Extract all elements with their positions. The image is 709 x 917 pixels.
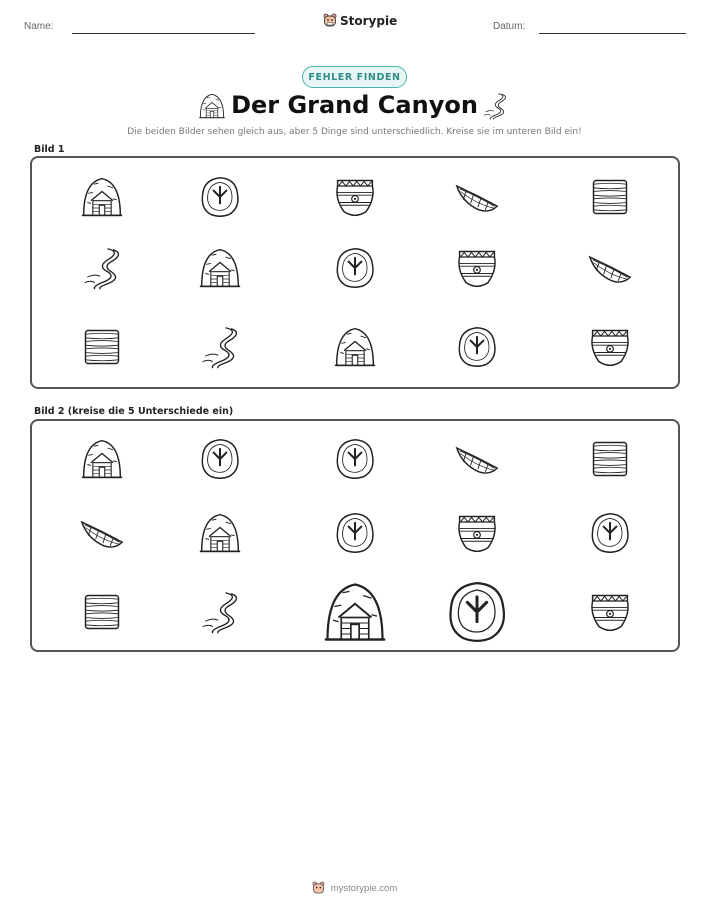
rock-layers-icon bbox=[80, 590, 124, 634]
brand-name: Storypie bbox=[340, 13, 398, 28]
picture-2-cell-r1c1[interactable] bbox=[80, 437, 124, 481]
footprint-rock-icon bbox=[444, 579, 510, 645]
panel-2-label: Bild 2 (kreise die 5 Unterschiede ein) bbox=[34, 406, 234, 417]
name-label: Name: bbox=[24, 21, 54, 32]
river-icon bbox=[80, 246, 124, 290]
pottery-icon bbox=[588, 325, 632, 369]
page-title: Der Grand Canyon bbox=[231, 91, 478, 119]
footprint-rock-icon bbox=[455, 325, 499, 369]
picture-1-cell-r2c1 bbox=[80, 246, 124, 290]
canyon-hut-icon bbox=[198, 511, 242, 555]
river-icon bbox=[198, 590, 242, 634]
canoe-icon bbox=[455, 175, 499, 219]
canoe-icon bbox=[455, 437, 499, 481]
picture-1-cell-r2c4 bbox=[455, 246, 499, 290]
rock-layers-icon bbox=[588, 437, 632, 481]
picture-2-cell-r3c4[interactable] bbox=[444, 579, 510, 645]
canyon-hut-icon bbox=[198, 246, 242, 290]
rock-layers-icon bbox=[588, 175, 632, 219]
picture-2-cell-r3c3[interactable] bbox=[322, 579, 388, 645]
picture-2-cell-r2c5[interactable] bbox=[588, 511, 632, 555]
storypie-mascot-icon bbox=[312, 881, 325, 895]
panel-1-label: Bild 1 bbox=[34, 144, 65, 155]
picture-2-cell-r1c4[interactable] bbox=[455, 437, 499, 481]
picture-2-cell-r2c3[interactable] bbox=[333, 511, 377, 555]
picture-2-cell-r1c3[interactable] bbox=[333, 437, 377, 481]
canyon-hut-icon bbox=[80, 437, 124, 481]
name-line[interactable] bbox=[72, 33, 255, 34]
picture-1-cell-r3c5 bbox=[588, 325, 632, 369]
pottery-icon bbox=[455, 246, 499, 290]
picture-2-cell-r2c1[interactable] bbox=[80, 511, 124, 555]
picture-2-cell-r3c5[interactable] bbox=[588, 590, 632, 634]
pottery-icon bbox=[333, 175, 377, 219]
pottery-icon bbox=[455, 511, 499, 555]
footprint-rock-icon bbox=[588, 511, 632, 555]
picture-2-cell-r3c1[interactable] bbox=[80, 590, 124, 634]
canyon-hut-icon bbox=[322, 579, 388, 645]
picture-1-cell-r3c3 bbox=[333, 325, 377, 369]
picture-1-cell-r1c1 bbox=[80, 175, 124, 219]
storypie-mascot-icon bbox=[323, 13, 337, 28]
picture-2-cell-r2c2[interactable] bbox=[198, 511, 242, 555]
river-icon bbox=[481, 92, 509, 120]
footer-url: mystorypie.com bbox=[330, 882, 398, 894]
footprint-rock-icon bbox=[198, 175, 242, 219]
footprint-rock-icon bbox=[333, 437, 377, 481]
canyon-hut-icon bbox=[80, 175, 124, 219]
picture-1-cell-r1c3 bbox=[333, 175, 377, 219]
picture-2-cell-r3c2[interactable] bbox=[198, 590, 242, 634]
date-label: Datum: bbox=[493, 21, 526, 32]
river-icon bbox=[198, 325, 242, 369]
picture-1-cell-r1c5 bbox=[588, 175, 632, 219]
storypie-logo bbox=[323, 13, 397, 28]
date-line[interactable] bbox=[539, 33, 686, 34]
instructions: Die beiden Bilder sehen gleich aus, aber 5 Dinge sind unterschiedlich. Kreise sie im unteren Bild ein! bbox=[127, 127, 582, 137]
worksheet-type-badge: FEHLER FINDEN bbox=[302, 66, 407, 88]
picture-2-cell-r2c4[interactable] bbox=[455, 511, 499, 555]
footprint-rock-icon bbox=[198, 437, 242, 481]
footer bbox=[0, 881, 709, 895]
picture-1-cell-r1c2 bbox=[198, 175, 242, 219]
pottery-icon bbox=[588, 590, 632, 634]
picture-1-cell-r3c2 bbox=[198, 325, 242, 369]
rock-layers-icon bbox=[80, 325, 124, 369]
picture-1-cell-r3c1 bbox=[80, 325, 124, 369]
picture-2-cell-r1c5[interactable] bbox=[588, 437, 632, 481]
footprint-rock-icon bbox=[333, 511, 377, 555]
canyon-hut-icon bbox=[333, 325, 377, 369]
canoe-icon bbox=[80, 511, 124, 555]
picture-1-cell-r2c5 bbox=[588, 246, 632, 290]
picture-2-cell-r1c2[interactable] bbox=[198, 437, 242, 481]
canoe-icon bbox=[588, 246, 632, 290]
footprint-rock-icon bbox=[333, 246, 377, 290]
picture-1-cell-r1c4 bbox=[455, 175, 499, 219]
title-river-icon bbox=[481, 92, 509, 120]
picture-1-cell-r2c3 bbox=[333, 246, 377, 290]
picture-1-cell-r3c4 bbox=[455, 325, 499, 369]
picture-1-cell-r2c2 bbox=[198, 246, 242, 290]
